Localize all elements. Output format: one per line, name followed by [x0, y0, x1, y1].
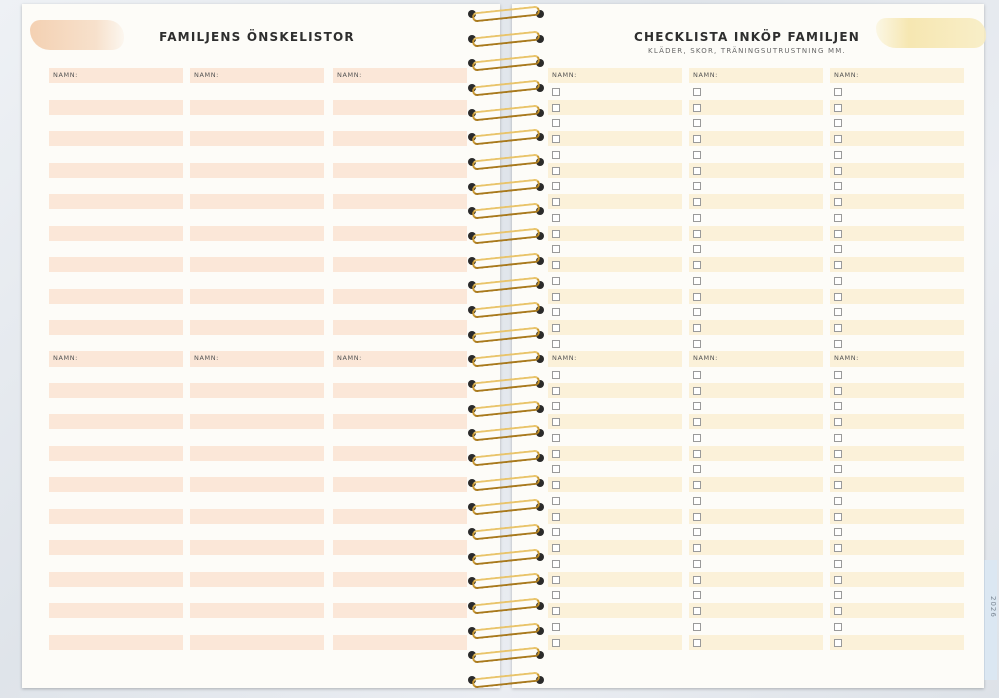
checkbox[interactable]	[693, 340, 701, 348]
coil-wire	[472, 153, 541, 170]
name-label: NAMN:	[53, 354, 78, 362]
checkbox[interactable]	[693, 119, 701, 127]
name-label: NAMN:	[337, 71, 362, 79]
spiral-coil	[468, 525, 544, 539]
spiral-coil	[468, 106, 544, 120]
checklist-row-band	[689, 194, 823, 209]
checkbox[interactable]	[834, 576, 842, 584]
checkbox[interactable]	[693, 560, 701, 568]
checkbox[interactable]	[552, 261, 560, 269]
checkbox[interactable]	[693, 544, 701, 552]
checkbox[interactable]	[552, 182, 560, 190]
coil-wire	[472, 499, 541, 516]
checkbox[interactable]	[552, 623, 560, 631]
checkbox[interactable]	[834, 104, 842, 112]
checkbox[interactable]	[834, 560, 842, 568]
coil-wire	[472, 227, 541, 244]
checkbox[interactable]	[552, 214, 560, 222]
checkbox[interactable]	[552, 576, 560, 584]
checkbox[interactable]	[552, 560, 560, 568]
coil-wire	[472, 301, 541, 318]
yellow-brush-stroke	[876, 18, 986, 48]
checkbox[interactable]	[552, 639, 560, 647]
checkbox[interactable]	[834, 340, 842, 348]
peach-brush-stroke	[30, 20, 124, 50]
checklist-row-band	[830, 320, 964, 335]
wish-line[interactable]	[49, 477, 183, 492]
checklist-row-band	[548, 540, 682, 555]
checklist-row-band	[830, 603, 964, 618]
checkbox[interactable]	[693, 324, 701, 332]
coil-wire	[472, 573, 541, 590]
checkbox[interactable]	[693, 576, 701, 584]
coil-wire	[472, 597, 541, 614]
wish-line[interactable]	[49, 226, 183, 241]
wish-line[interactable]	[333, 572, 467, 587]
checkbox[interactable]	[693, 639, 701, 647]
checklist-row-band	[689, 603, 823, 618]
name-label: NAMN:	[194, 354, 219, 362]
checkbox[interactable]	[834, 230, 842, 238]
wish-line[interactable]	[49, 540, 183, 555]
checkbox[interactable]	[834, 293, 842, 301]
spiral-coil	[468, 180, 544, 194]
spiral-coil	[468, 278, 544, 292]
checkbox[interactable]	[552, 418, 560, 426]
checkbox[interactable]	[693, 151, 701, 159]
checklist-row-band	[548, 257, 682, 272]
checkbox[interactable]	[693, 497, 701, 505]
coil-wire	[472, 30, 541, 47]
checkbox[interactable]	[834, 151, 842, 159]
checkbox[interactable]	[834, 277, 842, 285]
left-page-title: FAMILJENS ÖNSKELISTOR	[159, 30, 355, 44]
wish-line[interactable]	[190, 572, 324, 587]
checkbox[interactable]	[552, 104, 560, 112]
checklist-row-band	[548, 131, 682, 146]
spiral-coil	[468, 426, 544, 440]
checklist-row-band	[830, 226, 964, 241]
checkbox[interactable]	[693, 308, 701, 316]
checklist-row-band	[689, 383, 823, 398]
coil-wire	[472, 5, 541, 22]
name-label: NAMN:	[194, 71, 219, 79]
checkbox[interactable]	[693, 198, 701, 206]
coil-wire	[472, 129, 541, 146]
checkbox[interactable]	[834, 324, 842, 332]
checklist-row-band	[830, 477, 964, 492]
name-label: NAMN:	[53, 71, 78, 79]
checkbox[interactable]	[693, 214, 701, 222]
checkbox[interactable]	[552, 293, 560, 301]
checkbox[interactable]	[834, 182, 842, 190]
wish-line[interactable]	[190, 320, 324, 335]
right-page	[512, 4, 984, 688]
wish-line[interactable]	[190, 226, 324, 241]
checkbox[interactable]	[552, 151, 560, 159]
coil-wire	[472, 55, 541, 72]
coil-wire	[472, 79, 541, 96]
wish-line[interactable]	[49, 163, 183, 178]
checklist-row-band	[689, 446, 823, 461]
wish-line[interactable]	[49, 383, 183, 398]
coil-wire	[472, 351, 541, 368]
checkbox[interactable]	[834, 450, 842, 458]
spiral-coil	[468, 303, 544, 317]
name-label: NAMN:	[693, 354, 718, 362]
coil-wire	[472, 178, 541, 195]
wish-line[interactable]	[190, 540, 324, 555]
checkbox[interactable]	[834, 465, 842, 473]
wish-line[interactable]	[190, 131, 324, 146]
wish-line[interactable]	[333, 414, 467, 429]
checkbox[interactable]	[834, 481, 842, 489]
year-tab[interactable]	[984, 560, 997, 680]
checkbox[interactable]	[693, 293, 701, 301]
wish-line[interactable]	[49, 446, 183, 461]
wish-line[interactable]	[49, 257, 183, 272]
wish-line[interactable]	[190, 603, 324, 618]
checklist-row-band	[689, 131, 823, 146]
right-page-title: CHECKLISTA INKÖP FAMILJEN	[634, 30, 860, 44]
wish-line[interactable]	[333, 163, 467, 178]
name-header	[49, 68, 183, 83]
wish-line[interactable]	[190, 383, 324, 398]
checkbox[interactable]	[834, 88, 842, 96]
wish-line[interactable]	[333, 477, 467, 492]
checklist-row-band	[689, 572, 823, 587]
name-header	[333, 351, 467, 366]
name-header	[190, 68, 324, 83]
checklist-row-band	[689, 289, 823, 304]
wish-line[interactable]	[49, 635, 183, 650]
spiral-coil	[468, 624, 544, 638]
checkbox[interactable]	[834, 119, 842, 127]
checklist-row-band	[830, 509, 964, 524]
checkbox[interactable]	[834, 528, 842, 536]
wish-line[interactable]	[49, 131, 183, 146]
checklist-row-band	[689, 477, 823, 492]
wish-line[interactable]	[333, 131, 467, 146]
checklist-row-band	[548, 320, 682, 335]
checklist-row-band	[830, 572, 964, 587]
checkbox[interactable]	[552, 340, 560, 348]
wish-line[interactable]	[49, 289, 183, 304]
checkbox[interactable]	[552, 450, 560, 458]
checkbox[interactable]	[834, 402, 842, 410]
spiral-coil	[468, 254, 544, 268]
checkbox[interactable]	[834, 434, 842, 442]
checkbox[interactable]	[552, 230, 560, 238]
checklist-row-band	[689, 509, 823, 524]
checkbox[interactable]	[552, 591, 560, 599]
wish-line[interactable]	[190, 635, 324, 650]
wish-line[interactable]	[333, 446, 467, 461]
checklist-row-band	[689, 226, 823, 241]
checkbox[interactable]	[552, 465, 560, 473]
checkbox[interactable]	[552, 245, 560, 253]
checkbox[interactable]	[693, 623, 701, 631]
coil-wire	[472, 671, 541, 688]
checkbox[interactable]	[552, 387, 560, 395]
coil-wire	[472, 400, 541, 417]
spiral-coil	[468, 402, 544, 416]
year-tab-label: 2026	[989, 596, 997, 618]
checklist-row-band	[548, 477, 682, 492]
spiral-coil	[468, 32, 544, 46]
wish-line[interactable]	[333, 509, 467, 524]
checkbox[interactable]	[693, 230, 701, 238]
name-label: NAMN:	[834, 354, 859, 362]
checklist-row-band	[689, 100, 823, 115]
checklist-row-band	[689, 163, 823, 178]
checklist-row-band	[548, 163, 682, 178]
wish-line[interactable]	[190, 446, 324, 461]
wish-line[interactable]	[190, 414, 324, 429]
wish-line[interactable]	[190, 289, 324, 304]
coil-wire	[472, 647, 541, 664]
name-header	[190, 351, 324, 366]
wish-line[interactable]	[49, 509, 183, 524]
wish-line[interactable]	[49, 320, 183, 335]
coil-wire	[472, 326, 541, 343]
checkbox[interactable]	[552, 88, 560, 96]
checkbox[interactable]	[693, 88, 701, 96]
checklist-row-band	[548, 446, 682, 461]
wish-line[interactable]	[190, 509, 324, 524]
spiral-coil	[468, 599, 544, 613]
wish-line[interactable]	[333, 100, 467, 115]
checkbox[interactable]	[693, 481, 701, 489]
checkbox[interactable]	[552, 135, 560, 143]
checkbox[interactable]	[552, 402, 560, 410]
checkbox[interactable]	[552, 167, 560, 175]
checkbox[interactable]	[834, 418, 842, 426]
spiral-coil	[468, 550, 544, 564]
coil-wire	[472, 203, 541, 220]
checkbox[interactable]	[552, 481, 560, 489]
coil-wire	[472, 104, 541, 121]
spiral-coil	[468, 574, 544, 588]
spiral-coil	[468, 648, 544, 662]
checklist-row-band	[830, 257, 964, 272]
checkbox[interactable]	[693, 607, 701, 615]
spiral-coil	[468, 204, 544, 218]
coil-wire	[472, 474, 541, 491]
coil-wire	[472, 622, 541, 639]
wish-line[interactable]	[190, 100, 324, 115]
checkbox[interactable]	[552, 544, 560, 552]
checkbox[interactable]	[552, 324, 560, 332]
checkbox[interactable]	[693, 465, 701, 473]
wish-line[interactable]	[49, 100, 183, 115]
name-label: NAMN:	[552, 354, 577, 362]
checkbox[interactable]	[834, 513, 842, 521]
spiral-coil	[468, 56, 544, 70]
wish-line[interactable]	[49, 603, 183, 618]
coil-wire	[472, 425, 541, 442]
checkbox[interactable]	[693, 261, 701, 269]
wish-line[interactable]	[333, 320, 467, 335]
checklist-row-band	[689, 635, 823, 650]
spiral-coil	[468, 328, 544, 342]
checklist-row-band	[830, 446, 964, 461]
wish-line[interactable]	[333, 226, 467, 241]
checkbox[interactable]	[552, 277, 560, 285]
checkbox[interactable]	[552, 198, 560, 206]
wish-line[interactable]	[333, 383, 467, 398]
wish-line[interactable]	[333, 540, 467, 555]
spiral-coil	[468, 81, 544, 95]
checklist-row-band	[830, 194, 964, 209]
coil-wire	[472, 523, 541, 540]
wish-line[interactable]	[49, 414, 183, 429]
checkbox[interactable]	[834, 497, 842, 505]
name-label: NAMN:	[693, 71, 718, 79]
spiral-coil	[468, 377, 544, 391]
wish-line[interactable]	[49, 572, 183, 587]
checkbox[interactable]	[834, 387, 842, 395]
checkbox[interactable]	[693, 528, 701, 536]
checkbox[interactable]	[693, 277, 701, 285]
name-label: NAMN:	[337, 354, 362, 362]
checkbox[interactable]	[552, 434, 560, 442]
name-label: NAMN:	[834, 71, 859, 79]
wish-line[interactable]	[333, 289, 467, 304]
checkbox[interactable]	[552, 528, 560, 536]
checkbox[interactable]	[834, 214, 842, 222]
checkbox[interactable]	[552, 308, 560, 316]
checklist-row-band	[830, 383, 964, 398]
checkbox[interactable]	[693, 182, 701, 190]
checkbox[interactable]	[834, 623, 842, 631]
checklist-row-band	[548, 635, 682, 650]
spiral-coil	[468, 7, 544, 21]
checklist-row-band	[689, 320, 823, 335]
checkbox[interactable]	[834, 135, 842, 143]
checkbox[interactable]	[552, 607, 560, 615]
checkbox[interactable]	[834, 198, 842, 206]
checklist-row-band	[689, 257, 823, 272]
checkbox[interactable]	[693, 135, 701, 143]
checkbox[interactable]	[834, 245, 842, 253]
spiral-coil	[468, 476, 544, 490]
checklist-row-band	[548, 509, 682, 524]
checkbox[interactable]	[693, 245, 701, 253]
wish-line[interactable]	[190, 194, 324, 209]
checkbox[interactable]	[693, 513, 701, 521]
coil-wire	[472, 277, 541, 294]
checkbox[interactable]	[693, 371, 701, 379]
checklist-row-band	[548, 226, 682, 241]
checklist-row-band	[830, 635, 964, 650]
checkbox[interactable]	[693, 104, 701, 112]
checklist-row-band	[830, 414, 964, 429]
wish-line[interactable]	[333, 635, 467, 650]
checkbox[interactable]	[834, 607, 842, 615]
checklist-row-band	[830, 100, 964, 115]
checklist-row-band	[830, 289, 964, 304]
checkbox[interactable]	[834, 167, 842, 175]
checkbox[interactable]	[693, 434, 701, 442]
spiral-coil	[468, 155, 544, 169]
checkbox[interactable]	[693, 402, 701, 410]
wish-line[interactable]	[190, 257, 324, 272]
wish-line[interactable]	[190, 477, 324, 492]
wish-line[interactable]	[190, 163, 324, 178]
checkbox[interactable]	[693, 450, 701, 458]
checkbox[interactable]	[693, 167, 701, 175]
checkbox[interactable]	[834, 308, 842, 316]
checkbox[interactable]	[834, 591, 842, 599]
checklist-row-band	[548, 100, 682, 115]
name-header	[49, 351, 183, 366]
name-header	[333, 68, 467, 83]
right-page-subtitle: KLÄDER, SKOR, TRÄNINGSUTRUSTNING MM.	[648, 47, 846, 55]
checkbox[interactable]	[552, 371, 560, 379]
wish-line[interactable]	[333, 257, 467, 272]
spiral-coil	[468, 451, 544, 465]
coil-wire	[472, 375, 541, 392]
coil-wire	[472, 548, 541, 565]
checkbox[interactable]	[552, 119, 560, 127]
checklist-row-band	[548, 383, 682, 398]
left-page	[22, 4, 500, 688]
checkbox[interactable]	[552, 513, 560, 521]
wish-line[interactable]	[333, 194, 467, 209]
checkbox[interactable]	[834, 544, 842, 552]
spiral-coil	[468, 500, 544, 514]
wish-line[interactable]	[333, 603, 467, 618]
checklist-row-band	[830, 540, 964, 555]
coil-wire	[472, 449, 541, 466]
spiral-coil	[468, 352, 544, 366]
checklist-row-band	[548, 194, 682, 209]
checklist-row-band	[548, 572, 682, 587]
checklist-row-band	[548, 603, 682, 618]
checkbox[interactable]	[834, 639, 842, 647]
checkbox[interactable]	[693, 387, 701, 395]
checklist-row-band	[548, 289, 682, 304]
coil-wire	[472, 252, 541, 269]
checkbox[interactable]	[693, 418, 701, 426]
spiral-coil	[468, 130, 544, 144]
name-label: NAMN:	[552, 71, 577, 79]
checklist-row-band	[689, 540, 823, 555]
checklist-row-band	[830, 163, 964, 178]
spiral-coil	[468, 229, 544, 243]
checkbox[interactable]	[834, 261, 842, 269]
checkbox[interactable]	[552, 497, 560, 505]
checklist-row-band	[689, 414, 823, 429]
spiral-coil	[468, 673, 544, 687]
checklist-row-band	[548, 414, 682, 429]
wish-line[interactable]	[49, 194, 183, 209]
checklist-row-band	[830, 131, 964, 146]
checkbox[interactable]	[834, 371, 842, 379]
checkbox[interactable]	[693, 591, 701, 599]
